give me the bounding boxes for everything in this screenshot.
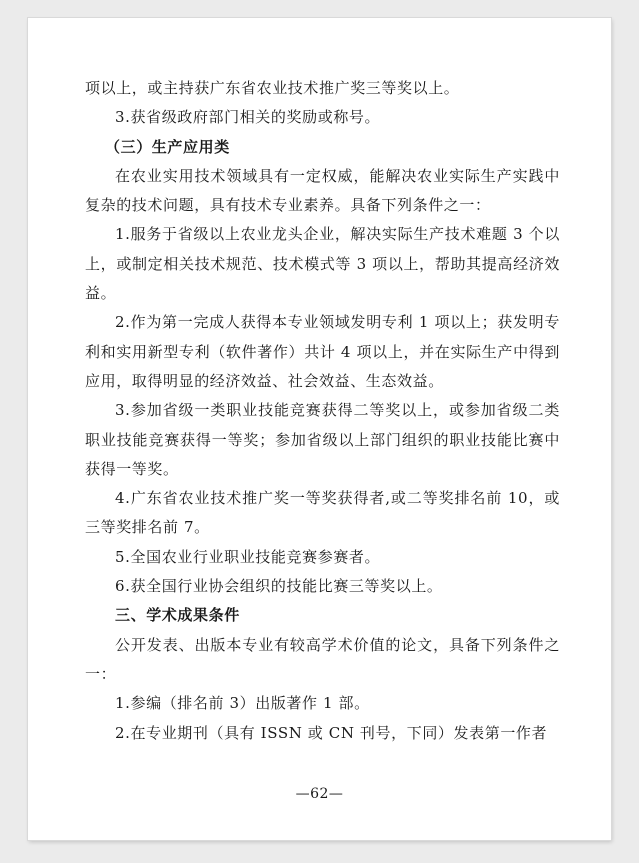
paragraph-production-item-1: 1.服务于省级以上农业龙头企业，解决实际生产技术难题 3 个以上，或制定相关技术规范、技术模式等 3 项以上，帮助其提高经济效益。 bbox=[85, 225, 560, 303]
paragraph-award-continuation: 项以上，或主持获广东省农业技术推广奖三等奖以上。 bbox=[85, 79, 460, 97]
document-page bbox=[28, 18, 611, 840]
page-number: —62— bbox=[295, 786, 344, 802]
paragraph-production-item-4: 4.广东省农业技术推广奖一等奖获得者,或二等奖排名前 10，或三等奖排名前 7。 bbox=[85, 489, 560, 537]
paragraph-production-item-2: 2.作为第一完成人获得本专业领域发明专利 1 项以上；获发明专利和实用新型专利（软件著作）共计 4 项以上，并在实际生产中得到应用，取得明显的经济效益、社会效益、生态效益。 bbox=[85, 313, 560, 390]
document-body bbox=[85, 74, 560, 748]
paragraph-production-item-5: 5.全国农业行业职业技能竞赛参赛者。 bbox=[115, 547, 381, 566]
section-heading-academic: 三、学术成果条件 bbox=[115, 606, 240, 625]
section-subheading-production: （三）生产应用类 bbox=[105, 137, 230, 156]
paragraph-academic-item-1: 1.参编（排名前 3）出版著作 1 部。 bbox=[115, 694, 370, 713]
paragraph-production-item-6: 6.获全国行业协会组织的技能比赛三等奖以上。 bbox=[115, 577, 443, 596]
paragraph-production-item-3: 3.参加省级一类职业技能竞赛获得二等奖以上，或参加省级二类职业技能竞赛获得一等奖；参加省级以上部门组织的职业技能比赛中获得一等奖。 bbox=[85, 401, 560, 478]
paragraph-item-3-award: 3.获省级政府部门相关的奖励或称号。 bbox=[115, 108, 381, 127]
paragraph-academic-item-2: 2.在专业期刊（具有 ISSN 或 CN 刊号，下同）发表第一作者 bbox=[115, 723, 548, 742]
paragraph-academic-intro: 公开发表、出版本专业有较高学术价值的论文，具备下列条件之一： bbox=[85, 635, 560, 683]
paragraph-production-intro: 在农业实用技术领域具有一定权威，能解决农业实际生产实践中复杂的技术问题，具有技术专业素养。具备下列条件之一： bbox=[85, 166, 560, 215]
